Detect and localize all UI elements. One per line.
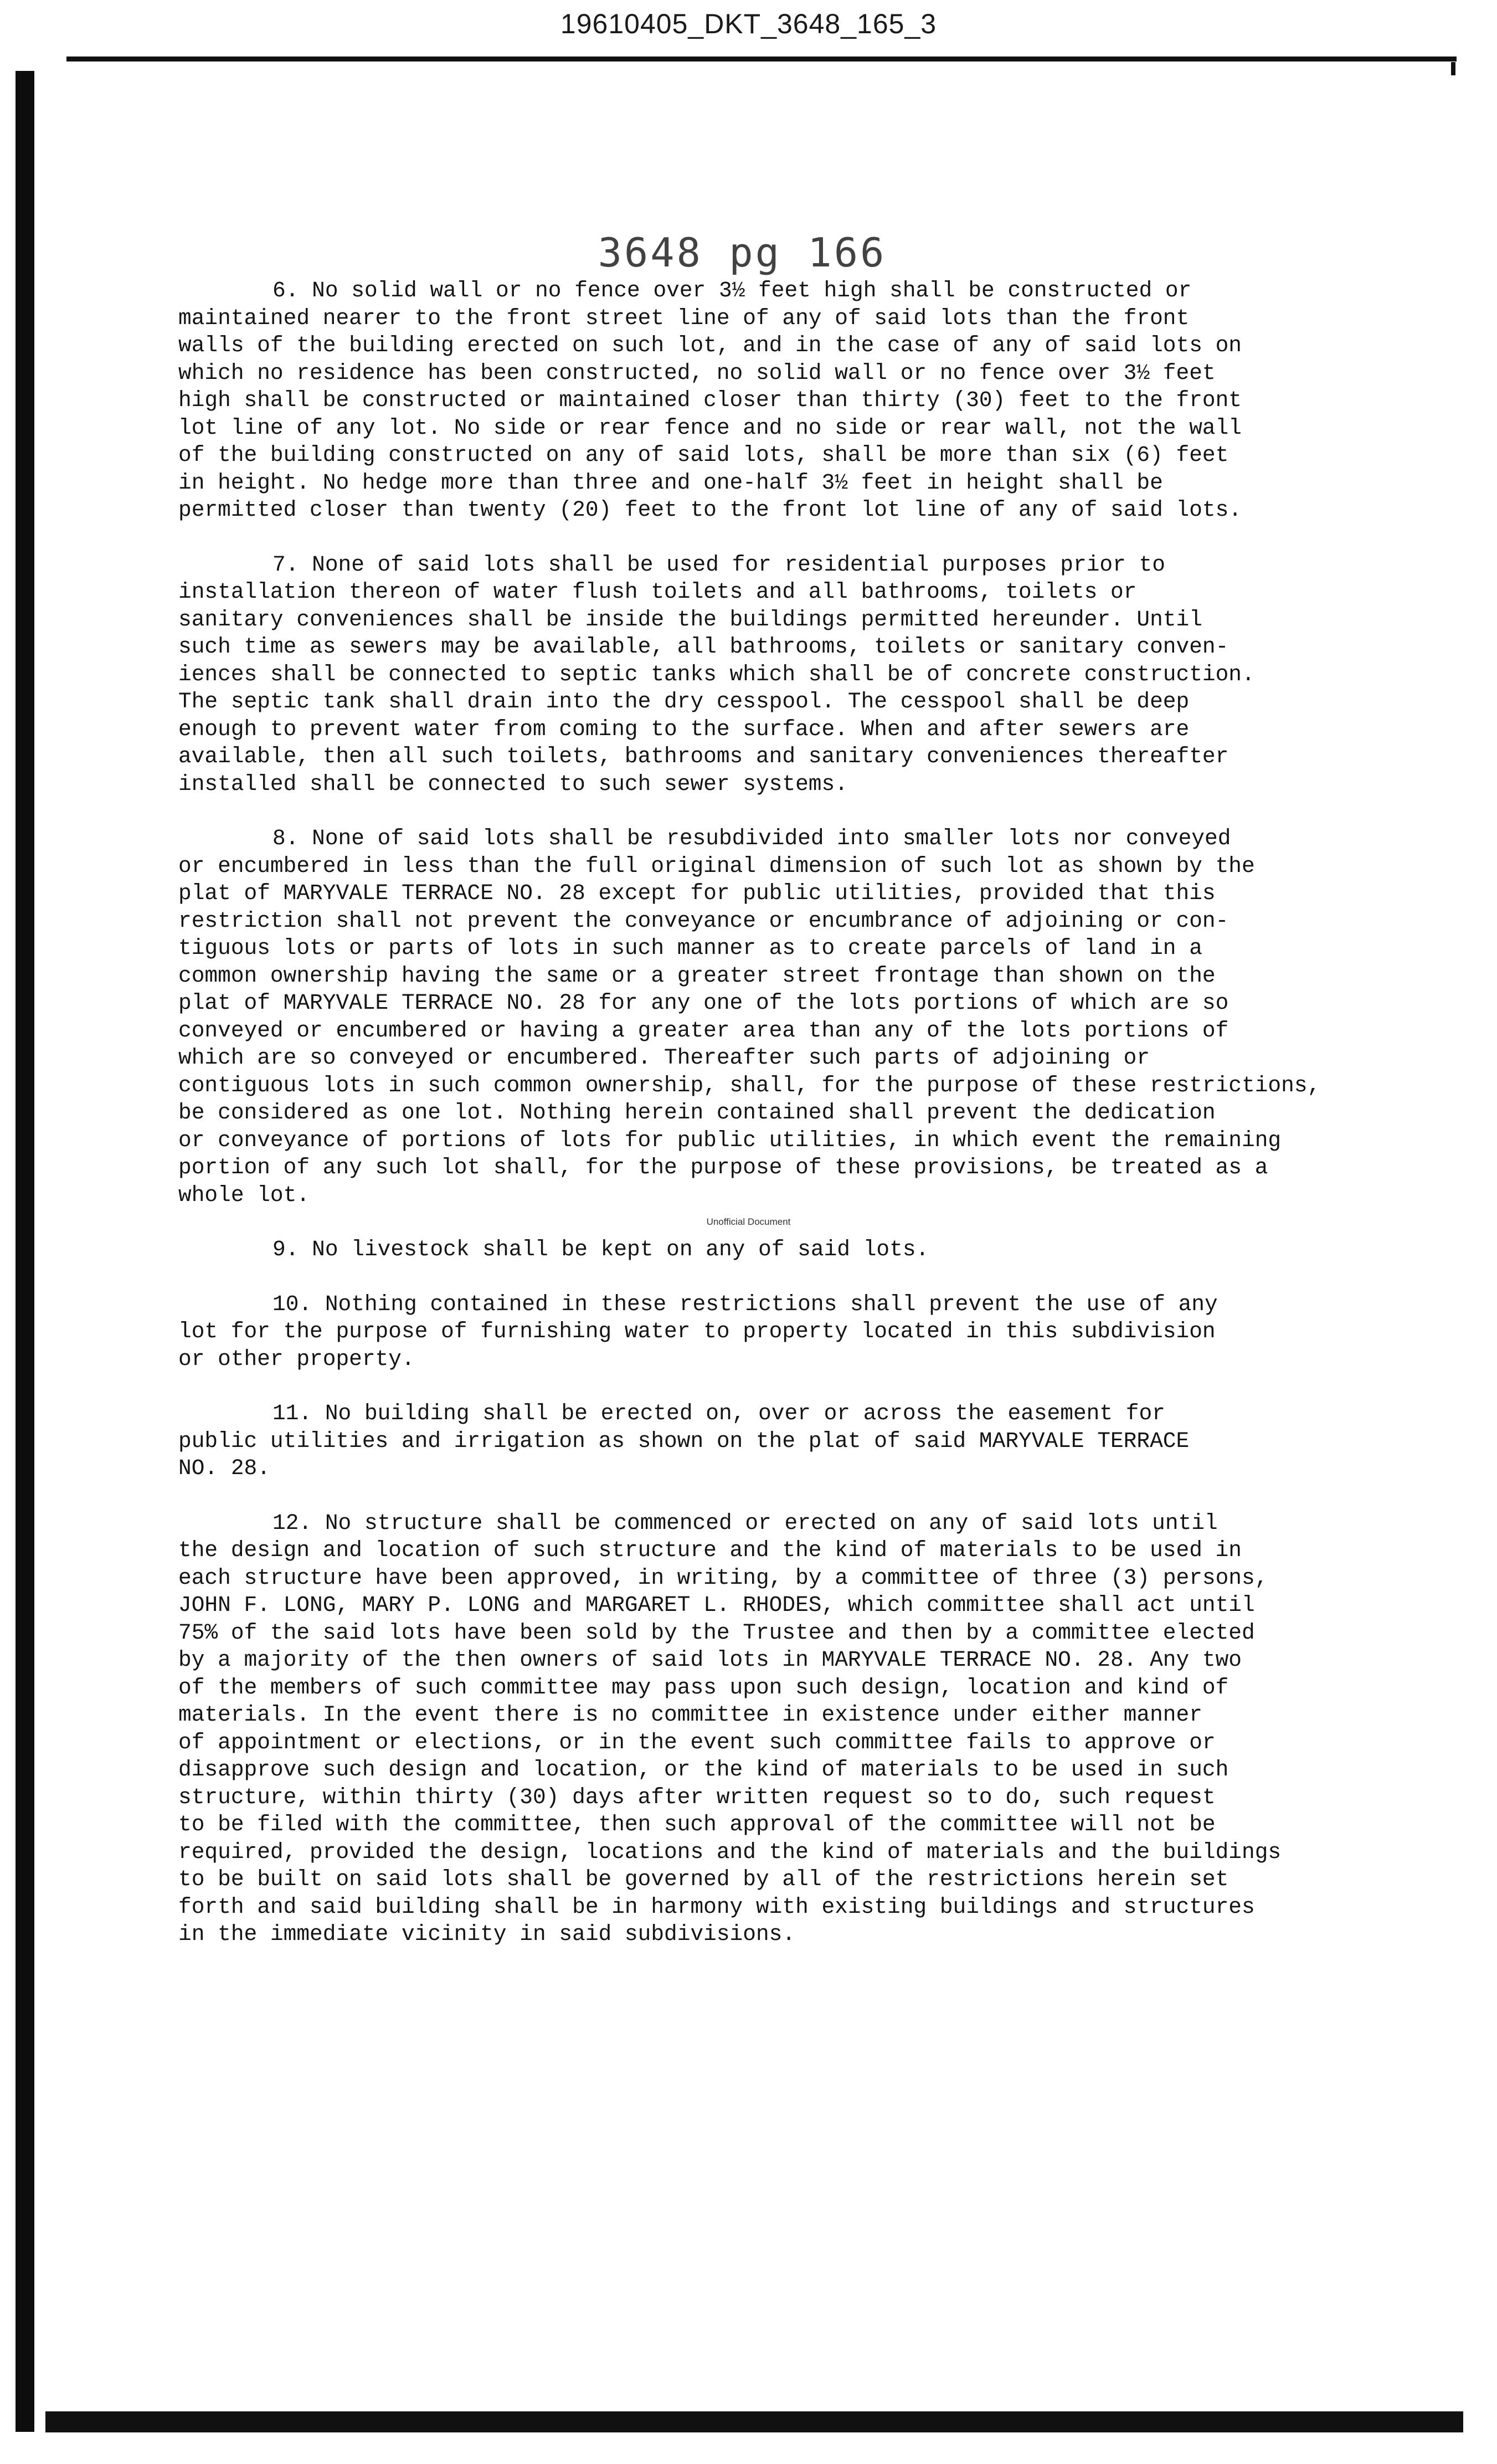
scan-border-right-tick [1451,62,1455,75]
line-text: public utilities and irrigation as shown on the plat of said MARYVALE TERRACE [178,1428,1190,1454]
text-line [178,305,1386,332]
line-text: restriction shall not prevent the conveyance or encumbrance of adjoining or con- [178,908,1229,933]
line-text: sanitary conveniences shall be inside the buildings permitted hereunder. Until [178,607,1202,632]
line-text: disapprove such design and location, or the kind of materials to be used in such [178,1757,1229,1782]
line-text: portion of any such lot shall, for the purpose of these provisions, be treated as a [178,1155,1268,1180]
text-line [178,1756,1386,1784]
document-id: 19610405_DKT_3648_165_3 [560,8,937,39]
paragraph-number: 8. [272,826,299,851]
line-text: to be filed with the committee, then such approval of the committee will not be [178,1812,1216,1837]
line-text: NO. 28. [178,1456,270,1481]
line-text: walls of the building erected on such lot, and in the case of any of said lots on [178,333,1242,358]
line-text: or conveyance of portions of lots for public utilities, in which event the remaining [178,1127,1282,1153]
text-line [178,1400,1386,1428]
text-line [178,1646,1386,1674]
line-text: maintained nearer to the front street line of any of said lots than the front [178,305,1190,331]
text-line [178,1154,1386,1182]
line-text: or other property. [178,1346,415,1372]
paragraph-number: 6. [272,278,299,303]
text-line [178,716,1386,743]
text-line [178,277,1386,305]
text-line [178,1099,1386,1127]
text-line [178,414,1386,442]
text-line [178,1017,1386,1045]
text-line [178,907,1386,935]
text-line [178,1866,1386,1893]
text-line [178,1127,1386,1154]
text-line [178,1784,1386,1811]
line-text: whole lot. [178,1182,310,1208]
text-line [178,1072,1386,1100]
text-line [178,442,1386,469]
line-text: 75% of the said lots have been sold by the Trustee and then by a committee elected [178,1620,1255,1645]
paragraph-12 [178,1510,1386,1948]
text-line [178,688,1386,716]
line-text: JOHN F. LONG, MARY P. LONG and MARGARET L. RHODES, which committee shall act until [178,1593,1255,1618]
line-text: None of said lots shall be used for residential purposes prior to [312,552,1165,577]
paragraph-number: 11. [272,1401,312,1426]
line-text: installed shall be connected to such sewer systems. [178,771,848,797]
text-line [178,1839,1386,1866]
text-line [178,1893,1386,1921]
line-text: such time as sewers may be available, all bathrooms, toilets or sanitary conven- [178,634,1229,659]
line-text: iences shall be connected to septic tanks which shall be of concrete construction. [178,661,1255,687]
scan-border-left [16,71,34,2432]
text-line [178,469,1386,497]
text-line [178,825,1386,853]
text-line [178,962,1386,990]
text-line [178,551,1386,579]
line-text: plat of MARYVALE TERRACE NO. 28 for any one of the lots portions of which are so [178,990,1229,1015]
paragraph-11 [178,1400,1386,1482]
paragraph-number: 12. [272,1510,312,1536]
line-text: or encumbered in less than the full original dimension of such lot as shown by the [178,853,1255,879]
paragraph-10 [178,1291,1386,1373]
line-text: of the building constructed on any of said lots, shall be more than six (6) feet [178,443,1229,468]
text-line [178,853,1386,880]
text-line [178,1182,1386,1209]
text-line [178,1537,1386,1564]
text-line [178,771,1386,798]
line-text: plat of MARYVALE TERRACE NO. 28 except for public utilities, provided that this [178,881,1216,906]
line-text: materials. In the event there is no committee in existence under either manner [178,1702,1202,1727]
line-text: which are so conveyed or encumbered. Thereafter such parts of adjoining or [178,1045,1150,1070]
paragraph-number: 10. [272,1291,312,1317]
text-line [178,880,1386,907]
line-text: of appointment or elections, or in the event such committee fails to approve or [178,1729,1216,1755]
scan-border-bottom [45,2411,1463,2432]
line-text: Nothing contained in these restrictions shall prevent the use of any [325,1291,1218,1317]
text-line [178,606,1386,634]
paragraph-number: 7. [272,552,299,577]
text-line [178,1701,1386,1729]
text-line [178,661,1386,689]
paragraph-9 [178,1236,1386,1264]
line-text: which no residence has been constructed, no solid wall or no fence over 3½ feet [178,360,1216,386]
text-line [178,1564,1386,1592]
line-text: common ownership having the same or a greater street frontage than shown on the [178,963,1216,988]
line-text: tiguous lots or parts of lots in such manner as to create parcels of land in a [178,936,1202,961]
line-text: by a majority of the then owners of said lots in MARYVALE TERRACE NO. 28. Any two [178,1647,1242,1672]
text-line [178,1346,1386,1373]
text-line [178,360,1386,387]
line-text: enough to prevent water from coming to the surface. When and after sewers are [178,716,1190,742]
watermark: Unofficial Document [706,1216,791,1227]
paragraph-6 [178,277,1386,524]
text-line [178,1921,1386,1948]
line-text: the design and location of such structure and the kind of materials to be used in [178,1538,1242,1563]
line-text: to be built on said lots shall be governed by all of the restrictions herein set [178,1867,1229,1892]
line-text: contiguous lots in such common ownership, shall, for the purpose of these restrictions, [178,1072,1321,1098]
text-line [178,743,1386,771]
text-line [178,935,1386,962]
line-text: structure, within thirty (30) days after written request so to do, such request [178,1784,1216,1810]
line-text: each structure have been approved, in writing, by a committee of three (3) persons, [178,1565,1268,1590]
line-text: No livestock shall be kept on any of said lots. [312,1237,929,1262]
line-text: permitted closer than twenty (20) feet to the front lot line of any of said lots. [178,497,1242,522]
text-line [178,989,1386,1017]
scan-border-top [66,57,1457,61]
line-text: None of said lots shall be resubdivided into smaller lots nor conveyed [312,826,1231,851]
text-line [178,1044,1386,1072]
text-line [178,387,1386,414]
text-line [178,1291,1386,1318]
text-line [178,1510,1386,1537]
line-text: forth and said building shall be in harmony with existing buildings and structures [178,1894,1255,1919]
line-text: No structure shall be commenced or erected on any of said lots until [325,1510,1218,1536]
line-text: high shall be constructed or maintained closer than thirty (30) feet to the front [178,388,1242,413]
line-text: lot line of any lot. No side or rear fence and no side or rear wall, not the wall [178,415,1242,440]
text-line [178,1236,1386,1264]
line-text: No solid wall or no fence over 3½ feet high shall be constructed or [312,278,1192,303]
line-text: The septic tank shall drain into the dry cesspool. The cesspool shall be deep [178,689,1190,714]
book-page-stamp: 3648 pg 166 [598,229,887,276]
text-line [178,578,1386,606]
paragraph-number: 9. [272,1237,299,1262]
line-text: of the members of such committee may pass upon such design, location and kind of [178,1675,1229,1700]
line-text: required, provided the design, locations and the kind of materials and the buildings [178,1839,1282,1865]
text-line [178,1674,1386,1702]
text-line [178,1619,1386,1647]
line-text: in height. No hedge more than three and one-half 3½ feet in height shall be [178,470,1163,495]
line-text: be considered as one lot. Nothing herein contained shall prevent the dedication [178,1100,1216,1125]
line-text: installation thereon of water flush toilets and all bathrooms, toilets or [178,579,1137,604]
text-line [178,1592,1386,1619]
text-line [178,633,1386,661]
text-line [178,1428,1386,1455]
line-text: lot for the purpose of furnishing water to property located in this subdivision [178,1319,1216,1344]
text-line [178,1729,1386,1757]
line-text: conveyed or encumbered or having a greater area than any of the lots portions of [178,1018,1229,1043]
restrictions-text [178,277,1386,1975]
paragraph-7 [178,551,1386,798]
text-line [178,496,1386,524]
line-text: in the immediate vicinity in said subdivisions. [178,1922,796,1947]
paragraph-8 [178,825,1386,1209]
text-line [178,1318,1386,1346]
text-line [178,1811,1386,1839]
line-text: No building shall be erected on, over or across the easement for [325,1401,1165,1426]
line-text: available, then all such toilets, bathrooms and sanitary conveniences thereafter [178,744,1229,769]
text-line [178,332,1386,360]
text-line [178,1455,1386,1482]
